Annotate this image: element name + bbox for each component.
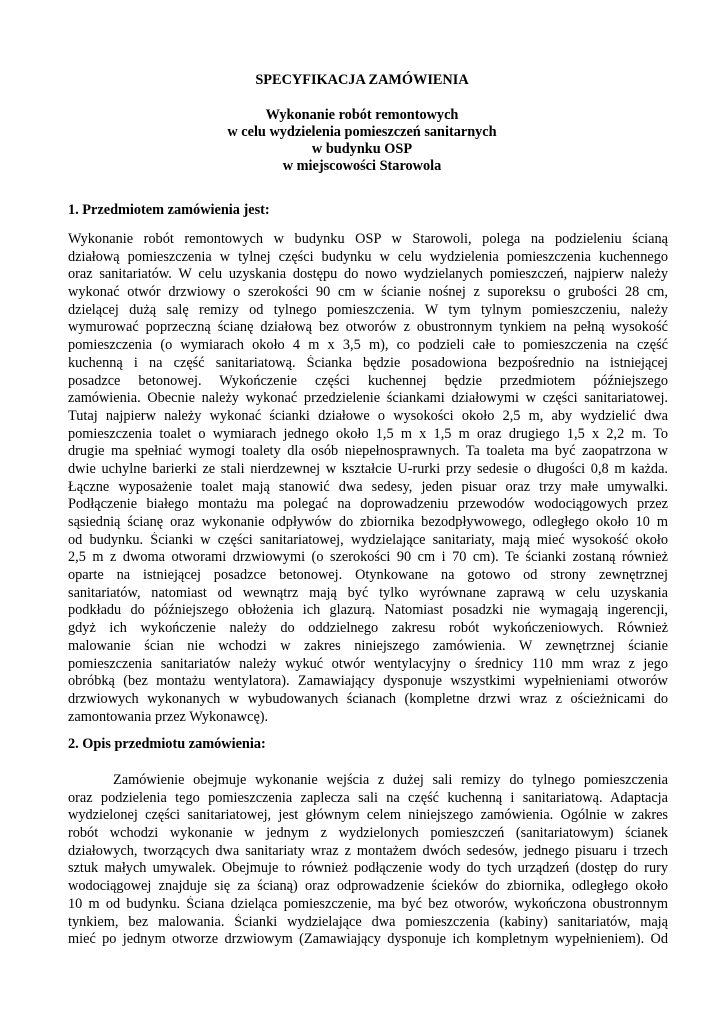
paragraph-line: dzielącej dużą salę remizy od tylnego pomieszczenia. W tym tylnym pomieszczeniu, należy <box>68 301 668 318</box>
paragraph-line: drzwiowych wykonanych w wybudowanych ścianach (kompletne drzwi wraz z ościeżnicami do <box>68 690 668 707</box>
paragraph-line: kuchenną i na część sanitariatową. Ścianka będzie posadowiona bezpośrednio na istniejącej <box>68 354 668 371</box>
paragraph-line: oraz sanitariatów. W celu uzyskania dostępu do nowo wydzielanych pomieszczeń, najpierw należy <box>68 266 668 283</box>
paragraph-line: 10 m od budynku. Ściana dzieląca pomieszczenie, ma być bez otworów, wykończona obustronnym <box>68 895 668 912</box>
section2-body <box>68 772 668 949</box>
paragraph-line: Wykonanie robót remontowych w budynku OSP w Starowoli, polega na podzieleniu ścianą <box>68 231 668 247</box>
paragraph-line: 2,5 m z dwoma otworami drzwiowymi (o szerokości 90 cm i 70 cm). Te ścianki zostaną również <box>68 549 668 566</box>
paragraph-line: malowanie ścian nie wchodzi w zakres niniejszego zamówienia. W zewnętrznej ścianie <box>68 637 668 654</box>
paragraph-line: od budynku. Ścianki w części sanitariatowej, wydzielające sanitariaty, mają mieć wysokość około <box>68 531 668 548</box>
section1-heading: 1. Przedmiotem zamówienia jest: <box>68 202 270 218</box>
paragraph-line: posadzce betonowej. Wykończenie części kuchennej będzie przedmiotem późniejszego <box>68 372 668 389</box>
subtitle-line: w miejscowości Starowola <box>282 158 442 174</box>
paragraph-line: mieć po jednym otworze drzwiowym (Zamawiający dysponuje ich kompletnym wypełnieniem). Od <box>68 931 668 948</box>
paragraph-line: wydzielonej części sanitariatowej, jest głównym celem niniejszego zamówienia. Ogólnie w zakres <box>68 807 668 824</box>
paragraph-line: wodociągowej znajduje się za ścianą) oraz odprowadzenie ścieków do zbiornika, odległego około <box>68 878 668 895</box>
paragraph-line: oraz podzielenia tego pomieszczenia zaplecza sali na część kuchenną i sanitariatową. Adaptacja <box>68 789 668 806</box>
paragraph-line: sąsiednią ścianę oraz wykonanie odpływów do zbiornika bezodpływowego, odległego około 10 m <box>68 514 668 530</box>
paragraph-line: Tutaj najpierw należy wykonać ścianki działowe o wysokości około 2,5 m, aby wydzielić dwa <box>68 407 668 424</box>
paragraph-line: drugie ma spełniać wymogi toalety dla osób niepełnosprawnych. Ta toaleta ma być zaopatrzona w <box>68 443 668 460</box>
paragraph-line: oparte na istniejącej posadzce betonowej. Otynkowane na gotowo od strony zewnętrznej <box>68 567 668 584</box>
paragraph-line: Zamówienie obejmuje wykonanie wejścia z dużej sali remizy do tylnego pomieszczenia <box>113 772 668 788</box>
paragraph-line: pomieszczenia toalet o wymiarach jednego około 1,5 m x 1,5 m oraz drugiego 1,5 x 2,2 m. To <box>68 425 668 442</box>
paragraph-line: wymurować poprzeczną ścianę działową bez otworów z obustronnym tynkiem na pełną wysokość <box>68 319 668 336</box>
paragraph-line: obróbką (bez montażu wentylatora). Zamawiający dysponuje wszystkimi wypełnieniami otworów <box>68 673 668 690</box>
paragraph-line: pomieszczenia (o wymiarach około 4 m x 3,5 m), co podzieli całe to pomieszczenia na część <box>68 337 668 354</box>
paragraph-line: sanitariatów, natomiast od wewnątrz mają być tylko wyrównane zaprawą w celu uzyskania <box>68 584 668 601</box>
paragraph-line: sztuk małych umywalek. Obejmuje to również podłączenie wody do tych urządzeń (dostęp do rury <box>68 860 668 877</box>
paragraph-line: wykonać otwór drzwiowy o szerokości 90 cm w ścianie nośnej z suporeksu o grubości 28 cm, <box>68 284 668 301</box>
paragraph-line: gdyż ich wykończenie należy do oddzielnego zakresu robót wykończeniowych. Również <box>68 620 668 637</box>
section2-heading: 2. Opis przedmiotu zamówienia: <box>68 736 266 752</box>
subtitle-line: w budynku OSP <box>311 141 413 157</box>
paragraph-line: zamontowania przez Wykonawcę). <box>68 708 269 725</box>
paragraph-line: zamówienia. Obecnie należy wykonać przedzielenie ściankami działowymi w części sanitariatowej. <box>68 390 668 407</box>
paragraph-line: działowych, tworzących dwa sanitariaty wraz z montażem dwóch sedesów, jednego pisuaru i trzech <box>68 842 668 859</box>
paragraph-line: Podłączenie białego montażu ma polegać na doprowadzeniu przewodów wodociągowych przez <box>68 496 668 513</box>
subtitle-line: w celu wydzielenia pomieszczeń sanitarnych <box>227 124 497 140</box>
document-title: SPECYFIKACJA ZAMÓWIENIA <box>255 72 469 88</box>
paragraph-line: robót wchodzi wykonanie w jednym z wydzielonych pomieszczeń (sanitariatowym) ścianek <box>68 825 668 842</box>
section1-body <box>68 231 668 726</box>
paragraph-line: działową pomieszczenia w tylnej części budynku w celu wydzielenia pomieszczenia kuchennego <box>68 248 668 265</box>
paragraph-line: podkładu do późniejszego obłożenia ich glazurą. Natomiast posadzki nie wymagają ingerencji, <box>68 602 668 619</box>
paragraph-line: tynkiem, bez malowania. Ścianki wydzielające dwa pomieszczenia (kabiny) sanitariatów, mają <box>68 913 668 930</box>
document-subtitle <box>0 107 724 175</box>
subtitle-line: Wykonanie robót remontowych <box>265 107 459 123</box>
paragraph-line: pomieszczenia sanitariatów należy wykuć otwór wentylacyjny o średnicy 110 mm wraz z jego <box>68 655 668 672</box>
paragraph-line: dwie uchylne barierki ze stali nierdzewnej w kształcie U-rurki przy sedesie o długości 0,8 m każda. <box>68 460 668 477</box>
paragraph-line: Łączne wyposażenie toalet mają stanowić dwa sedesy, jeden pisuar oraz trzy małe umywalki. <box>68 478 668 495</box>
